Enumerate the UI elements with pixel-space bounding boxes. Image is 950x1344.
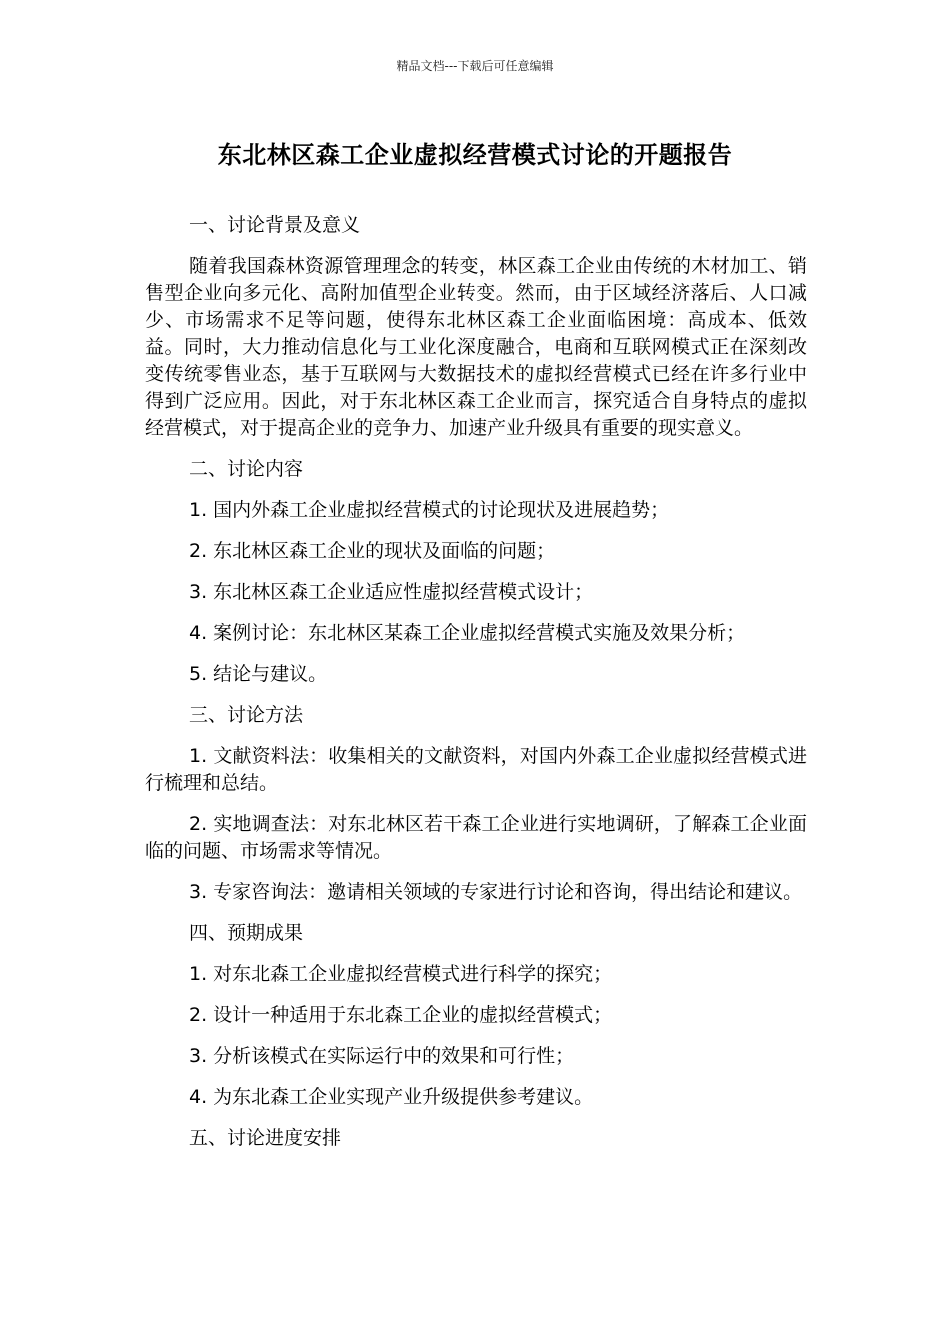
content-item: 2. 东北林区森工企业的现状及面临的问题； xyxy=(189,540,556,562)
content-item: 1. 国内外森工企业虚拟经营模式的讨论现状及进展趋势； xyxy=(189,499,670,521)
method-item: 3. 专家咨询法：邀请相关领域的专家进行讨论和咨询，得出结论和建议。 xyxy=(189,881,803,903)
section-heading-methods: 三、讨论方法 xyxy=(189,704,304,726)
content-item: 5. 结论与建议。 xyxy=(189,663,328,685)
section-heading-schedule: 五、讨论进度安排 xyxy=(189,1127,342,1149)
outcome-item: 2. 设计一种适用于东北森工企业的虚拟经营模式； xyxy=(189,1004,613,1026)
header-note: 精品文档---下载后可任意编辑 xyxy=(396,59,554,73)
background-paragraph: 随着我国森林资源管理理念的转变，林区森工企业由传统的木材加工、销售型企业向多元化、高附加值型企业转变。然而，由于区域经济落后、人口减少、市场需求不足等问题，使得东北林区森工企业面临困境：高成本、低效益。同时，大力推动信息化与工业化深度融合，电商和互联网模式正在深刻改变传统零售业态，基于互联网与大数据技术的虚拟经营模式已经在许多行业中得到广泛应用。因此，对于东北林区森工企业而言，探究适合自身特点的虚拟经营模式，对于提高企业的竞争力、加速产业升级具有重要的现实意义。 xyxy=(145,255,807,439)
document-title: 东北林区森工企业虚拟经营模式讨论的开题报告 xyxy=(217,141,733,169)
method-item: 1. 文献资料法：收集相关的文献资料，对国内外森工企业虚拟经营模式进行梳理和总结。 xyxy=(145,745,807,794)
section-heading-content: 二、讨论内容 xyxy=(189,458,304,480)
method-item: 2. 实地调查法：对东北林区若干森工企业进行实地调研，了解森工企业面临的问题、市场需求等情况。 xyxy=(145,813,807,862)
outcome-item: 3. 分析该模式在实际运行中的效果和可行性； xyxy=(189,1045,575,1067)
outcome-item: 4. 为东北森工企业实现产业升级提供参考建议。 xyxy=(189,1086,594,1108)
content-item: 3. 东北林区森工企业适应性虚拟经营模式设计； xyxy=(189,581,594,603)
section-heading-background: 一、讨论背景及意义 xyxy=(189,214,361,236)
document-body xyxy=(145,212,807,1166)
content-item: 4. 案例讨论：东北林区某森工企业虚拟经营模式实施及效果分析； xyxy=(189,622,746,644)
outcome-item: 1. 对东北森工企业虚拟经营模式进行科学的探究； xyxy=(189,963,613,985)
section-heading-outcomes: 四、预期成果 xyxy=(189,922,304,944)
